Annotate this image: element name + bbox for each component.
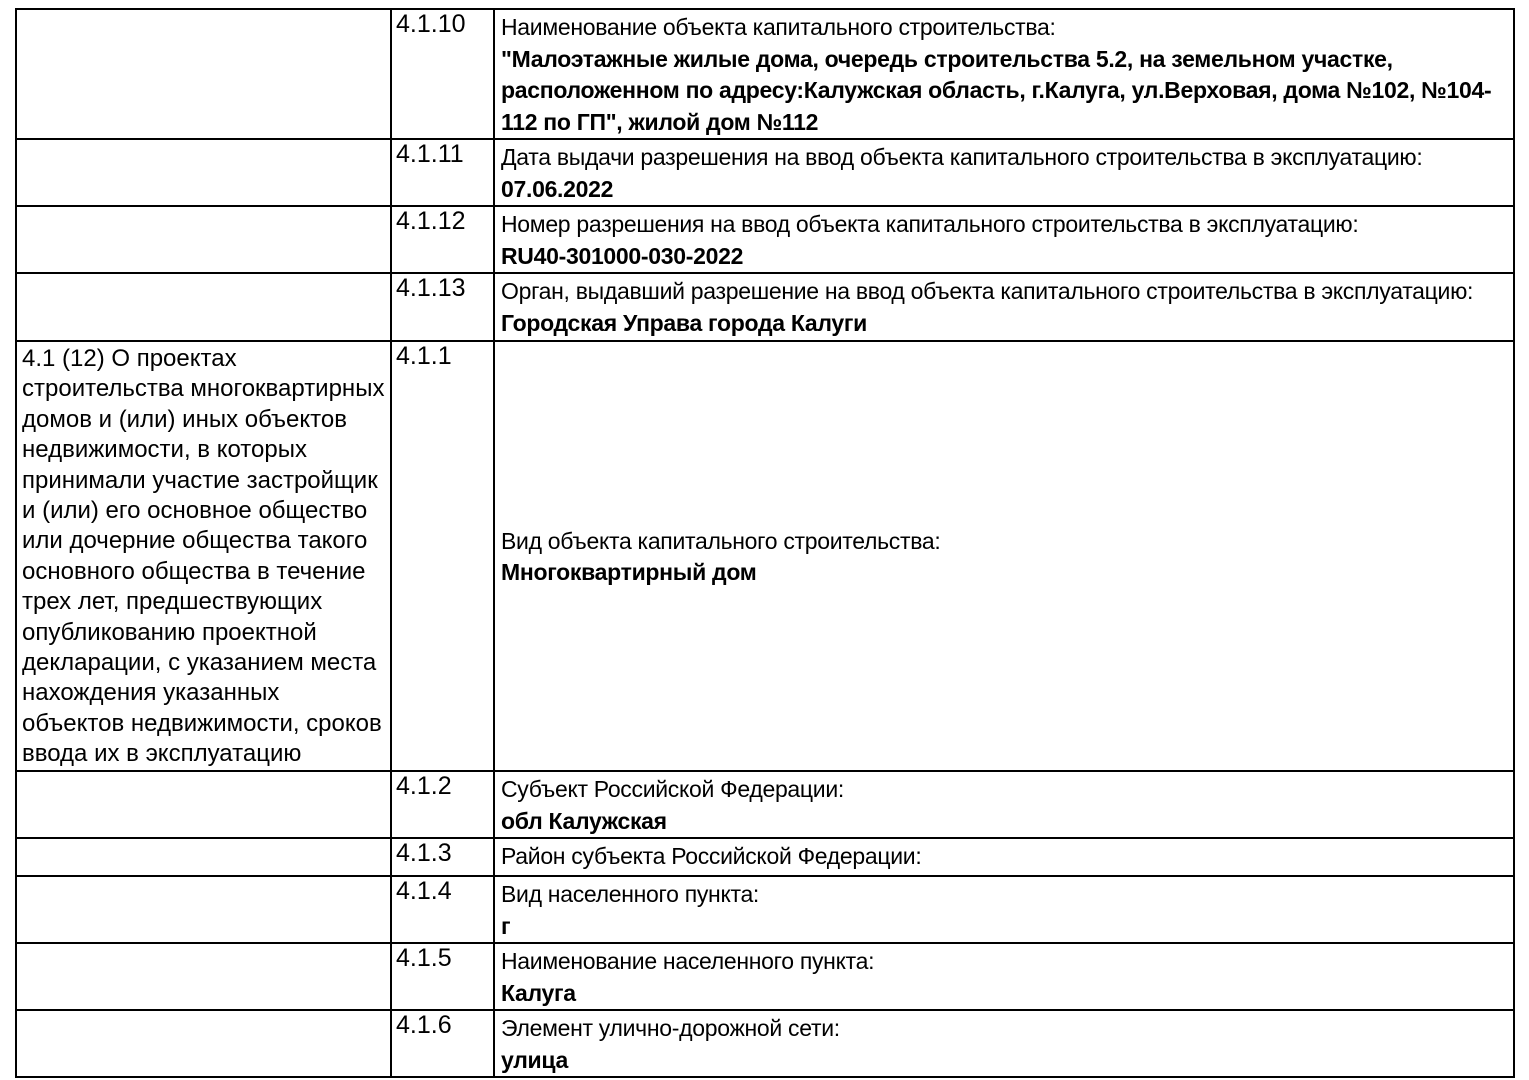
field-cell (494, 943, 1514, 1010)
field-label: Элемент улично-дорожной сети: (501, 1015, 840, 1041)
field-label: Район субъекта Российской Федерации: (501, 843, 922, 869)
item-number-cell (391, 771, 494, 838)
section-description-cell (16, 206, 391, 273)
section-description-cell (16, 1010, 391, 1077)
section-description-cell (16, 9, 391, 139)
item-number: 4.1.10 (396, 10, 466, 38)
field-label: Наименование населенного пункта: (501, 948, 875, 974)
item-number: 4.1.4 (396, 877, 452, 905)
field-label: Субъект Российской Федерации: (501, 776, 844, 802)
item-number: 4.1.11 (396, 140, 464, 168)
declaration-table (15, 8, 1515, 1078)
item-number-cell (391, 838, 494, 876)
field-cell (494, 838, 1514, 876)
table-row (16, 838, 1514, 876)
field-cell (494, 9, 1514, 139)
field-label: Вид населенного пункта: (501, 881, 760, 907)
field-label: Номер разрешения на ввод объекта капитального строительства в эксплуатацию: (501, 211, 1359, 237)
item-number-cell (391, 9, 494, 139)
field-value: RU40-301000-030-2022 (501, 242, 744, 269)
item-number-cell (391, 876, 494, 943)
table-row (16, 1010, 1514, 1077)
field-label: Орган, выдавший разрешение на ввод объекта капитального строительства в эксплуатацию: (501, 278, 1474, 304)
field-value: г (501, 912, 511, 939)
section-description-cell (16, 139, 391, 206)
field-value: улица (501, 1046, 568, 1073)
field-cell (494, 341, 1514, 771)
item-number-cell (391, 139, 494, 206)
field-cell (494, 273, 1514, 341)
section-description-cell (16, 838, 391, 876)
field-cell (494, 139, 1514, 206)
field-value: Городская Управа города Калуги (501, 309, 867, 336)
table-row (16, 139, 1514, 206)
section-description-cell (16, 876, 391, 943)
item-number: 4.1.3 (396, 839, 452, 867)
field-value: "Малоэтажные жилые дома, очередь строительства 5.2, на земельном участке, расположенном по адресу:Калужская область, г.Калуга, ул.Верховая, дома №102, №104-112 по ГП", жилой дом №112 (501, 45, 1492, 135)
item-number-cell (391, 1010, 494, 1077)
field-label: Наименование объекта капитального строительства: (501, 14, 1056, 40)
field-cell (494, 876, 1514, 943)
item-number: 4.1.5 (396, 944, 452, 972)
table-row (16, 206, 1514, 273)
field-label: Дата выдачи разрешения на ввод объекта капитального строительства в эксплуатацию: (501, 144, 1423, 170)
section-description-cell (16, 273, 391, 341)
field-value: Калуга (501, 979, 576, 1006)
field-cell (494, 1010, 1514, 1077)
field-cell (494, 771, 1514, 838)
item-number-cell (391, 273, 494, 341)
item-number-cell (391, 943, 494, 1010)
item-number: 4.1.12 (396, 207, 466, 235)
item-number-cell (391, 341, 494, 771)
section-description-cell (16, 341, 391, 771)
section-description-cell (16, 943, 391, 1010)
table-body (16, 9, 1514, 1077)
item-number: 4.1.2 (396, 772, 452, 800)
section-description-cell (16, 771, 391, 838)
table-row (16, 771, 1514, 838)
table-row (16, 9, 1514, 139)
field-value: обл Калужская (501, 807, 667, 834)
table-row (16, 876, 1514, 943)
field-label: Вид объекта капитального строительства: (501, 527, 941, 554)
table-row (16, 943, 1514, 1010)
item-number: 4.1.1 (396, 342, 452, 370)
field-cell (494, 206, 1514, 273)
section-description: 4.1 (12) О проектах строительства многоквартирных домов и (или) иных объектов недвижимости, в которых принимали участие застройщик и (или) его основное общество или дочерние общества такого основного общества в течение трех лет, предшествующих опубликованию проектной декларации, с указанием места нахождения указанных объектов недвижимости, сроков ввода их в эксплуатацию (22, 345, 385, 768)
item-number: 4.1.6 (396, 1011, 452, 1039)
field-value: Многоквартирный дом (501, 559, 757, 585)
item-number: 4.1.13 (396, 274, 466, 302)
table-row (16, 273, 1514, 341)
table-row (16, 341, 1514, 771)
item-number-cell (391, 206, 494, 273)
field-value: 07.06.2022 (501, 175, 614, 202)
